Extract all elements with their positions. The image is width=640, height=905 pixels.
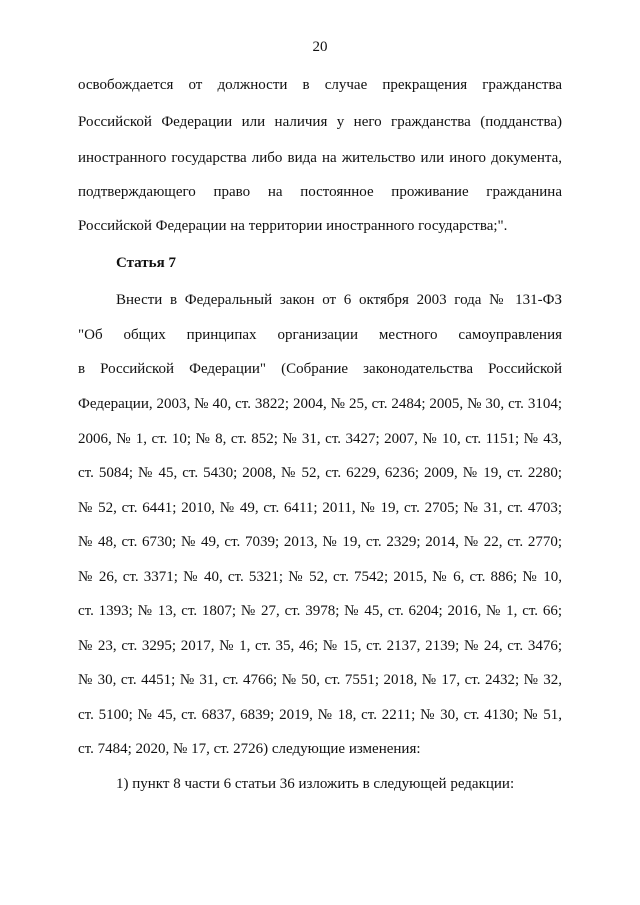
text-line: ст. 5084; № 45, ст. 5430; 2008, № 52, ст. 6229, 6236; 2009, № 19, ст. 2280; bbox=[78, 465, 562, 481]
text-line: Федерации, 2003, № 40, ст. 3822; 2004, № 25, ст. 2484; 2005, № 30, ст. 3104; bbox=[78, 396, 562, 412]
text-line: Российской Федерации или наличия у него гражданства (подданства) bbox=[78, 114, 562, 130]
text-line: "Об общих принципах организации местного самоуправления bbox=[78, 327, 562, 343]
text-line: Внести в Федеральный закон от 6 октября 2003 года № 131-ФЗ bbox=[116, 292, 562, 308]
article-heading: Статья 7 bbox=[116, 255, 176, 271]
text-line: № 52, ст. 6441; 2010, № 49, ст. 6411; 2011, № 19, ст. 2705; № 31, ст. 4703; bbox=[78, 500, 562, 516]
text-line: в Российской Федерации" (Собрание законодательства Российской bbox=[78, 361, 562, 377]
text-line: № 26, ст. 3371; № 40, ст. 5321; № 52, ст. 7542; 2015, № 6, ст. 886; № 10, bbox=[78, 569, 562, 585]
text-line: № 48, ст. 6730; № 49, ст. 7039; 2013, № 19, ст. 2329; 2014, № 22, ст. 2770; bbox=[78, 534, 562, 550]
text-line: ст. 5100; № 45, ст. 6837, 6839; 2019, № 18, ст. 2211; № 30, ст. 4130; № 51, bbox=[78, 707, 562, 723]
text-line: подтверждающего право на постоянное проживание гражданина bbox=[78, 184, 562, 200]
text-line: № 23, ст. 3295; 2017, № 1, ст. 35, 46; № 15, ст. 2137, 2139; № 24, ст. 3476; bbox=[78, 638, 562, 654]
page-number: 20 bbox=[312, 39, 328, 55]
text-line: Российской Федерации на территории иностранного государства;". bbox=[78, 218, 508, 234]
text-line: ст. 7484; 2020, № 17, ст. 2726) следующие изменения: bbox=[78, 741, 421, 757]
text-line: освобождается от должности в случае прекращения гражданства bbox=[78, 77, 562, 93]
list-item: 1) пункт 8 части 6 статьи 36 изложить в следующей редакции: bbox=[116, 776, 515, 792]
text-line: 2006, № 1, ст. 10; № 8, ст. 852; № 31, ст. 3427; 2007, № 10, ст. 1151; № 43, bbox=[78, 431, 562, 447]
text-line: иностранного государства либо вида на жительство или иного документа, bbox=[78, 150, 562, 166]
text-line: № 30, ст. 4451; № 31, ст. 4766; № 50, ст. 7551; 2018, № 17, ст. 2432; № 32, bbox=[78, 672, 562, 688]
text-line: ст. 1393; № 13, ст. 1807; № 27, ст. 3978; № 45, ст. 6204; 2016, № 1, ст. 66; bbox=[78, 603, 562, 619]
